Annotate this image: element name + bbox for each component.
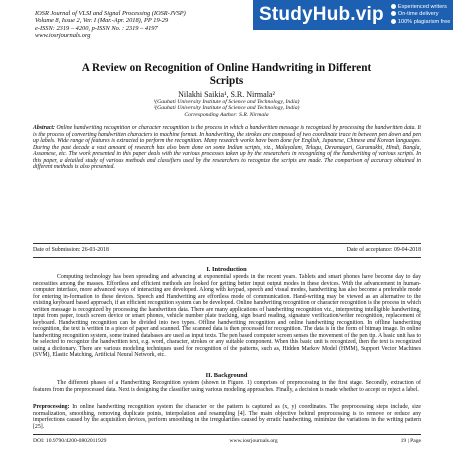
preprocessing-label: Preprocessing:: [33, 404, 70, 410]
preprocessing-text: In online handwriting recognition system the character or the pattern is captured as (x, y) coordinates. The preprocessing steps include, size normalization, smoothing, removing duplicate points, interpolation and resampling [4]. The main objective behind preprocessing is to remove or reduce any imperfections caused by the acquisition devices, perform smoothing in the irregularities caused by erratic handwriting, minimize the variations in the writing pattern [25].: [33, 404, 421, 430]
feature-item: 100% plagiarism free: [391, 19, 451, 27]
journal-url[interactable]: www.iosrjournals.org: [35, 32, 91, 40]
journal-volume: Volume 8, Issue 2, Ver. I (Mar.-Apr. 2018), PP 19-29: [35, 17, 169, 25]
journal-name: IOSR Journal of VLSI and Signal Processing (IOSR-JVSP): [35, 10, 186, 17]
abstract-text: Online handwriting recognition or character recognition is the process in which a handwritten message is recognized by processing the handwritten data. It is the process of converting handwritten characters to machine format. In handwriting, the strokes are composed of two coordinate trace in between pen down and pen up labels. Wide range of features is extracted to perform the recognition. Many research works have been done for English, Japanese, Chinese and Korean languages. During the past decade a vast amount of research has also been done on some Indian scripts, viz., Malayalam, Telugu, Devanagari, Gurumukhi, Hindi, Bangla, Assamese, etc. The work presented in this paper deals with the various processes taken up by the researchers in recognizing of the handwriting of various scripts. In this paper, a detailed study of various methods and classifiers used by the researchers to recognize the scripts are made. The comparison of accuracy obtained in different methods is also presented.: [33, 125, 422, 171]
abstract: [33, 125, 421, 171]
abstract-label: Abstract:: [33, 125, 55, 131]
footer-divider: [33, 434, 421, 435]
page-footer: [33, 438, 421, 444]
section-heading-background: II. Background: [205, 372, 248, 379]
introduction-text: Computing technology has been spreading and advancing at exponential speeds in the recent years. Tablets and smart phones have become day to day necessities among the masses. Effortless and efficient methods are looked for getting better input output modes in these devices. With the advancement in human-computer interface, more advanced ways of interacting are developed. Along with keypad, speech and visual modes, handwriting has also become a preferable mode for entering in-formation to these devices. Speech and Handwriting are effortless mode of communication. Hand-writing may be viewed as an alternative to the existing keyboard based approach, if an efficient recognition system can be developed. Online handwriting recognition or character recognition is the process in which written message is recognized by processing the handwritten data. There are many applications of handwriting recognition viz., interpreting intelligible handwriting, input from paper, touch screen device or smart phones, vehicle number plate tracking, sign board reading, signature verification/writer recognition, replacement of keyboard. Handwriting recognition can be divided into two types. Offline handwriting recognition and online handwriting recognition. In offline handwriting recognition, the text is written in a piece of paper and scanned. The scanned data is then processed for recognition. The data is in the form of bitmap image. In online handwriting recognition system, some trained databases are used as input texts. The pen based computer screen senses the movement of the pen tip. A basic unit has to be selected to recognize the handwritten text, e.g. word, character, strokes or any suitable component. When this basic unit is recognized, then the text is recognized using a dictionary. There are various modeling techniques used for recognition of the patterns, such as, Hidden Markov Model (HMM), Support Vector Machines (SVM), Elastic Matching, Artificial Neural Network, etc.: [33, 274, 421, 358]
journal-header: [35, 10, 186, 40]
footer-site[interactable]: www.iosrjournals.org: [229, 438, 278, 444]
check-icon: [391, 4, 396, 9]
divider-top: [33, 243, 421, 244]
feature-item: On-time delivery: [391, 11, 451, 19]
submission-dates: [33, 247, 421, 253]
affiliation-1: ¹(Gauhati University Institute of Science and Technology, India): [153, 99, 300, 105]
paper-authors: Nilakhi Saikia¹, S.R. Nirmala²: [178, 90, 275, 99]
section-heading-introduction: I. Introduction: [206, 266, 247, 273]
feature-item: Experienced writers: [391, 4, 451, 12]
check-icon: [391, 11, 396, 16]
affiliations: [30, 99, 423, 118]
background-text: The different phases of a Handwriting Recognition system (shown in Figure. 1) comprises of preprocessing in the first stage. Secondly, extraction of features from the preprocessed data. Next is designing the classifier using various modeling approaches. Finally, a decision is made whether to accept or reject a label.: [33, 380, 421, 393]
preprocessing-paragraph: [33, 404, 421, 430]
date-submission: Date of Submission: 26-03-2018: [33, 247, 109, 253]
corresponding-author: Corresponding Author: S.R. Nirmala: [184, 111, 269, 118]
studyhub-banner[interactable]: [253, 0, 453, 30]
date-acceptance: Date of acceptance: 09-04-2018: [346, 247, 421, 253]
paper-title: A Review on Recognition of Online Handwriting in Different Scripts: [81, 62, 372, 87]
divider-bottom: [33, 257, 421, 258]
check-icon: [391, 19, 396, 24]
brand-logo: StudyHub.vip: [259, 4, 384, 25]
affiliation-2: ²(Gauhati University Institute of Science and Technology, India): [153, 105, 300, 112]
footer-page-number: 19 | Page: [400, 438, 421, 444]
feature-list: [391, 4, 451, 27]
footer-doi[interactable]: DOI: 10.9790/4200-0802011929: [33, 438, 107, 444]
journal-issn: e-ISSN: 2319 – 4200, p-ISSN No. : 2319 – 4197: [35, 24, 158, 32]
